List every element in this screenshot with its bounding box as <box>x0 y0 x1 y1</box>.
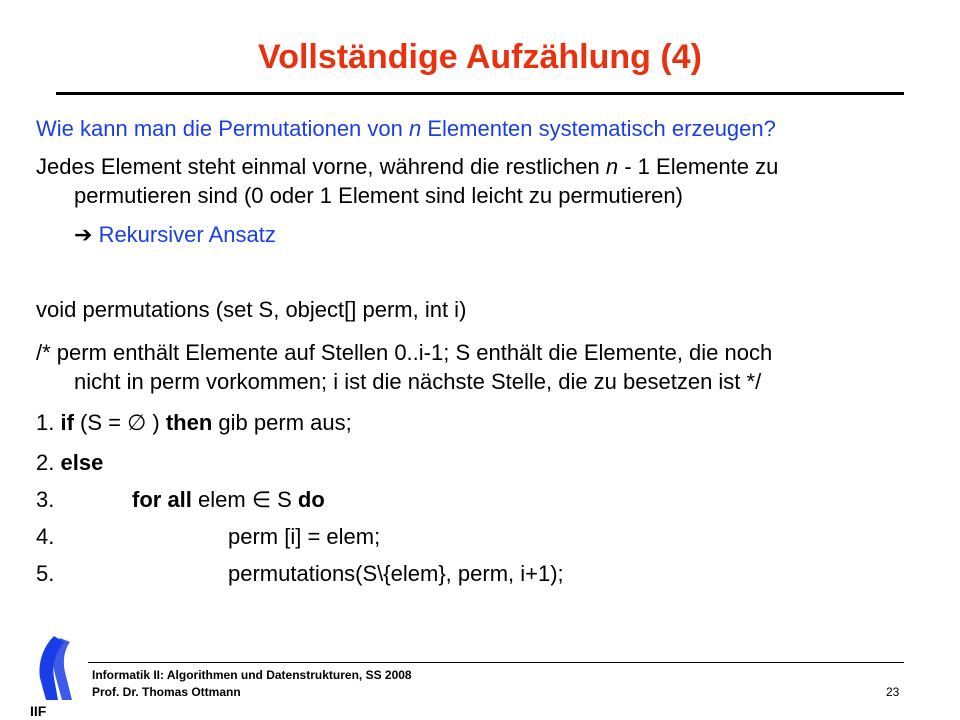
element-of-symbol: ∈ <box>251 487 271 512</box>
code-text: gib perm aus; <box>212 410 352 435</box>
footer-author: Prof. Dr. Thomas Ottmann <box>92 685 241 699</box>
arrow-icon: ➔ <box>74 222 93 247</box>
code-text: ) <box>146 410 166 435</box>
comment-line-1: /* perm enthält Elemente auf Stellen 0..i-1; S enthält die Elemente, die noch <box>36 340 773 365</box>
iif-logo <box>24 634 80 718</box>
code-line-3 <box>132 487 325 513</box>
para1-n: n <box>605 154 619 179</box>
keyword-if: if <box>60 410 74 435</box>
code-text: (S = <box>73 410 128 435</box>
paragraph-1-line-1 <box>36 154 778 180</box>
logo-text: IIF <box>30 703 47 718</box>
footer-course: Informatik II: Algorithmen und Datenstrukturen, SS 2008 <box>92 668 412 682</box>
code-line-number: 1. <box>36 410 55 435</box>
code-line-1 <box>36 410 352 436</box>
para1-pre: Jedes Element steht einmal vorne, während die restlichen <box>36 154 606 179</box>
question-line <box>36 116 776 142</box>
keyword-then: then <box>165 410 213 435</box>
keyword-else: else <box>60 450 104 475</box>
para1-post: - 1 Elemente zu <box>618 154 779 179</box>
keyword-for-all: for all <box>132 487 192 512</box>
empty-set-symbol: ∅ <box>127 410 147 435</box>
footer-divider <box>88 662 904 663</box>
question-text-pre: Wie kann man die Permutationen von <box>36 116 409 141</box>
paragraph-1-line-2: permutieren sind (0 oder 1 Element sind leicht zu permutieren) <box>74 183 683 208</box>
slide-title: Vollständige Aufzählung (4) <box>258 38 702 76</box>
code-line-3-number: 3. <box>36 487 55 512</box>
code-line-2 <box>36 450 103 476</box>
code-text: elem <box>191 487 252 512</box>
code-line-4-number: 4. <box>36 524 55 549</box>
arrow-text: Rekursiver Ansatz <box>98 222 276 247</box>
code-line-5: permutations(S\{elem}, perm, i+1); <box>228 561 564 586</box>
code-line-5-number: 5. <box>36 561 55 586</box>
page-number: 23 <box>886 685 900 699</box>
arrow-line <box>74 222 276 248</box>
keyword-do: do <box>297 487 325 512</box>
code-line-number: 2. <box>36 450 55 475</box>
question-text-post: Elementen systematisch erzeugen? <box>421 116 776 141</box>
question-n: n <box>408 116 422 141</box>
comment-line-2: nicht in perm vorkommen; i ist die nächste Stelle, die zu besetzen ist */ <box>74 369 762 394</box>
code-text: S <box>271 487 298 512</box>
code-line-4: perm [i] = elem; <box>228 524 381 549</box>
title-divider <box>56 92 904 95</box>
function-signature: void permutations (set S, object[] perm, int i) <box>36 297 467 322</box>
